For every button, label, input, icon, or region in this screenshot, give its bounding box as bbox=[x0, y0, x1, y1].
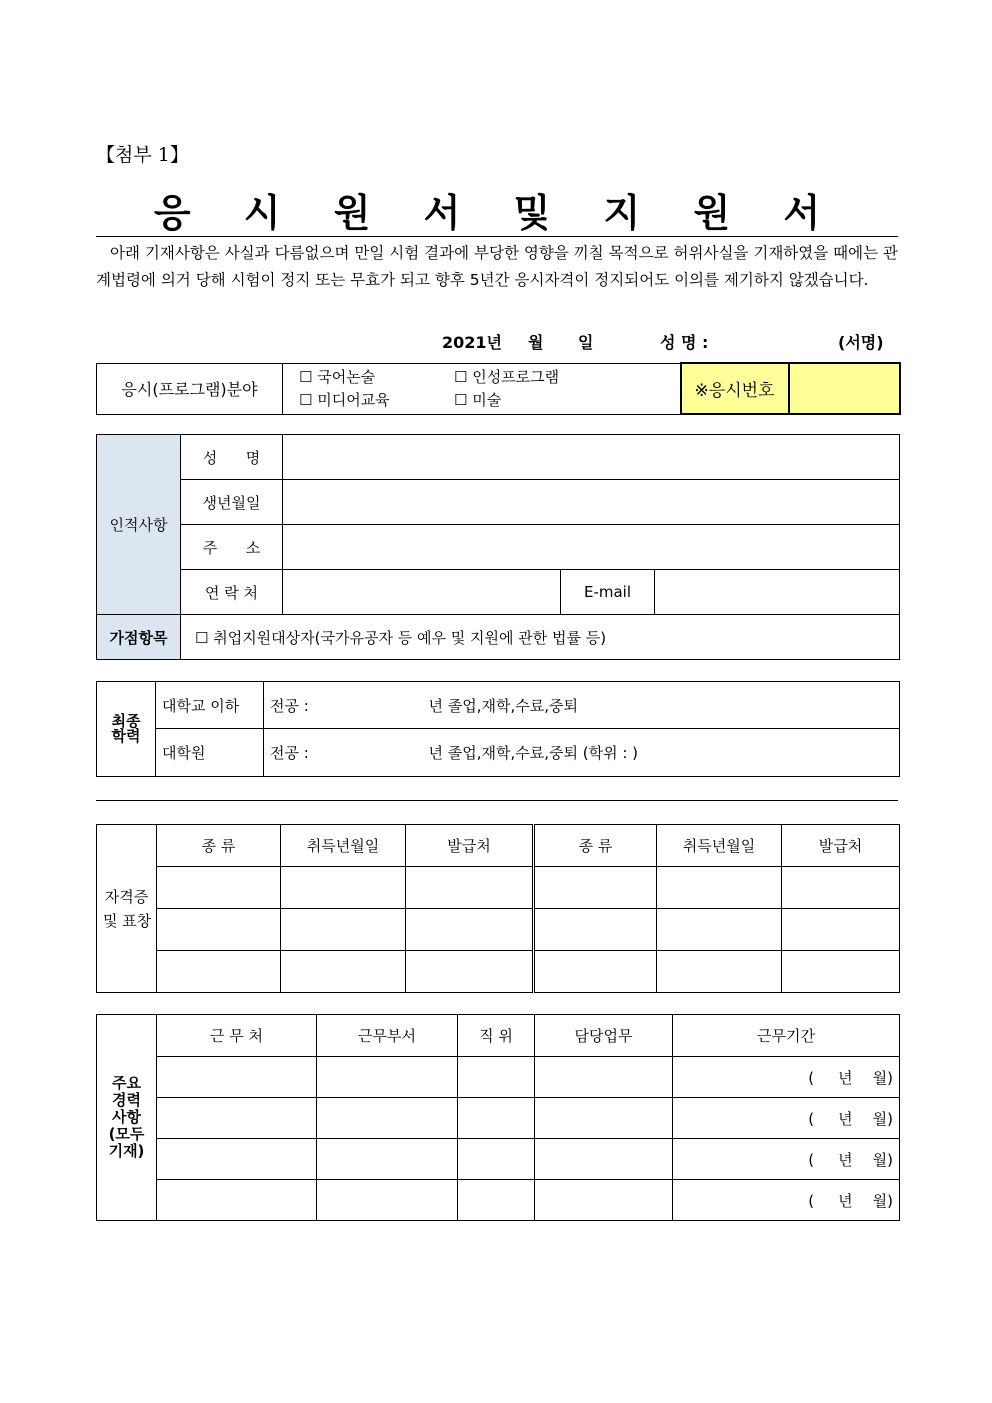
table-row bbox=[97, 1057, 900, 1098]
edu-level-undergrad: 대학교 이하 bbox=[156, 682, 264, 729]
section-divider bbox=[96, 800, 898, 801]
career-section-label: 주요 경력 사항 (모두 기재) bbox=[97, 1015, 157, 1221]
exam-number-label: ※응시번호 bbox=[681, 363, 789, 414]
cert-cell[interactable] bbox=[281, 909, 406, 951]
career-header-position: 직 위 bbox=[458, 1015, 535, 1057]
program-options bbox=[283, 363, 681, 414]
certificates-table bbox=[96, 824, 900, 993]
career-period-field[interactable]: ( 년 월) bbox=[673, 1098, 900, 1139]
career-header-duty: 담당업무 bbox=[535, 1015, 673, 1057]
contact-field[interactable] bbox=[283, 570, 561, 615]
exam-number-field[interactable] bbox=[789, 363, 900, 414]
sign-mark: (서명) bbox=[838, 333, 884, 352]
career-header-workplace: 근 무 처 bbox=[157, 1015, 317, 1057]
attachment-label: 【첨부 1】 bbox=[96, 144, 189, 166]
personal-table bbox=[96, 434, 900, 660]
cert-cell[interactable] bbox=[157, 909, 281, 951]
career-period-field[interactable]: ( 년 월) bbox=[673, 1139, 900, 1180]
email-label: E-mail bbox=[561, 570, 655, 615]
edu-status-undergrad[interactable]: 년 졸업,재학,수료,중퇴 bbox=[423, 682, 900, 729]
career-cell[interactable] bbox=[157, 1139, 317, 1180]
birth-field[interactable] bbox=[283, 480, 900, 525]
sign-year: 2021년 bbox=[442, 333, 502, 352]
option-art[interactable]: ☐ 미술 bbox=[454, 390, 502, 409]
table-row bbox=[97, 867, 900, 909]
career-cell[interactable] bbox=[157, 1098, 317, 1139]
career-cell[interactable] bbox=[157, 1057, 317, 1098]
career-cell[interactable] bbox=[535, 1180, 673, 1221]
cert-header-date: 취득년월일 bbox=[281, 825, 406, 867]
cert-cell[interactable] bbox=[657, 909, 782, 951]
edu-major-grad[interactable]: 전공 : bbox=[264, 729, 423, 777]
career-cell[interactable] bbox=[157, 1180, 317, 1221]
program-label: 응시(프로그램)분야 bbox=[97, 363, 283, 414]
title-rule bbox=[96, 236, 898, 237]
program-table bbox=[96, 362, 901, 415]
career-period-field[interactable]: ( 년 월) bbox=[673, 1180, 900, 1221]
career-cell[interactable] bbox=[317, 1098, 458, 1139]
cert-cell[interactable] bbox=[281, 951, 406, 993]
sign-name-label: 성 명 : bbox=[660, 333, 709, 352]
cert-header-issuer-2: 발급처 bbox=[782, 825, 900, 867]
cert-header-type-2: 종 류 bbox=[534, 825, 657, 867]
cert-cell[interactable] bbox=[406, 909, 534, 951]
cert-cell[interactable] bbox=[782, 951, 900, 993]
option-character[interactable]: ☐ 인성프로그램 bbox=[454, 367, 560, 386]
cert-cell[interactable] bbox=[657, 867, 782, 909]
bonus-label: 가점항목 bbox=[97, 615, 181, 660]
edu-status-grad[interactable]: 년 졸업,재학,수료,중퇴 (학위 : ) bbox=[423, 729, 900, 777]
option-media[interactable]: ☐ 미디어교육 bbox=[299, 390, 390, 409]
table-row bbox=[97, 1098, 900, 1139]
name-field[interactable] bbox=[283, 435, 900, 480]
name-label: 성 명 bbox=[181, 435, 283, 480]
career-cell[interactable] bbox=[458, 1098, 535, 1139]
cert-header-date-2: 취득년월일 bbox=[657, 825, 782, 867]
career-cell[interactable] bbox=[458, 1139, 535, 1180]
cert-cell[interactable] bbox=[281, 867, 406, 909]
cert-cell[interactable] bbox=[406, 951, 534, 993]
career-cell[interactable] bbox=[317, 1180, 458, 1221]
career-cell[interactable] bbox=[458, 1180, 535, 1221]
page-title: 응 시 원 서 및 지 원 서 bbox=[153, 190, 841, 235]
pledge-text: 아래 기재사항은 사실과 다름없으며 만일 시험 결과에 부당한 영향을 끼칠 목적으로 허위사실을 기재하였을 때에는 관계법령에 의거 당해 시험이 정지 또는 무효가 되고 향후 5년간 응시자격이 정지되어도 이의를 제기하지 않겠습니다. bbox=[96, 244, 898, 289]
certificates-section-label: 자격증 및 표창 bbox=[97, 825, 157, 993]
sign-month: 월 bbox=[528, 333, 544, 352]
birth-label: 생년월일 bbox=[181, 480, 283, 525]
education-table bbox=[96, 681, 900, 777]
career-cell[interactable] bbox=[535, 1098, 673, 1139]
cert-cell[interactable] bbox=[534, 867, 657, 909]
option-korean[interactable]: ☐ 국어논술 bbox=[299, 367, 376, 386]
cert-cell[interactable] bbox=[406, 867, 534, 909]
table-row bbox=[97, 909, 900, 951]
sign-day: 일 bbox=[578, 333, 594, 352]
table-row bbox=[97, 1139, 900, 1180]
table-row bbox=[97, 1180, 900, 1221]
cert-cell[interactable] bbox=[157, 951, 281, 993]
cert-cell[interactable] bbox=[782, 867, 900, 909]
edu-major-undergrad[interactable]: 전공 : bbox=[264, 682, 423, 729]
cert-cell[interactable] bbox=[534, 909, 657, 951]
cert-cell[interactable] bbox=[782, 909, 900, 951]
career-table bbox=[96, 1014, 900, 1221]
career-header-period: 근무기간 bbox=[673, 1015, 900, 1057]
cert-cell[interactable] bbox=[157, 867, 281, 909]
career-cell[interactable] bbox=[535, 1057, 673, 1098]
cert-cell[interactable] bbox=[657, 951, 782, 993]
personal-section-label: 인적사항 bbox=[97, 435, 181, 615]
career-cell[interactable] bbox=[317, 1057, 458, 1098]
career-period-field[interactable]: ( 년 월) bbox=[673, 1057, 900, 1098]
cert-header-issuer: 발급처 bbox=[406, 825, 534, 867]
address-field[interactable] bbox=[283, 525, 900, 570]
bonus-checkbox[interactable]: ☐ 취업지원대상자(국가유공자 등 예우 및 지원에 관한 법률 등) bbox=[181, 615, 900, 660]
address-label: 주 소 bbox=[181, 525, 283, 570]
cert-cell[interactable] bbox=[534, 951, 657, 993]
cert-header-type: 종 류 bbox=[157, 825, 281, 867]
education-section-label: 최종 학력 bbox=[97, 682, 156, 777]
career-cell[interactable] bbox=[317, 1139, 458, 1180]
email-field[interactable] bbox=[655, 570, 900, 615]
contact-label: 연 락 처 bbox=[181, 570, 283, 615]
edu-level-grad: 대학원 bbox=[156, 729, 264, 777]
table-row bbox=[97, 951, 900, 993]
career-header-department: 근무부서 bbox=[317, 1015, 458, 1057]
career-cell[interactable] bbox=[458, 1057, 535, 1098]
career-cell[interactable] bbox=[535, 1139, 673, 1180]
